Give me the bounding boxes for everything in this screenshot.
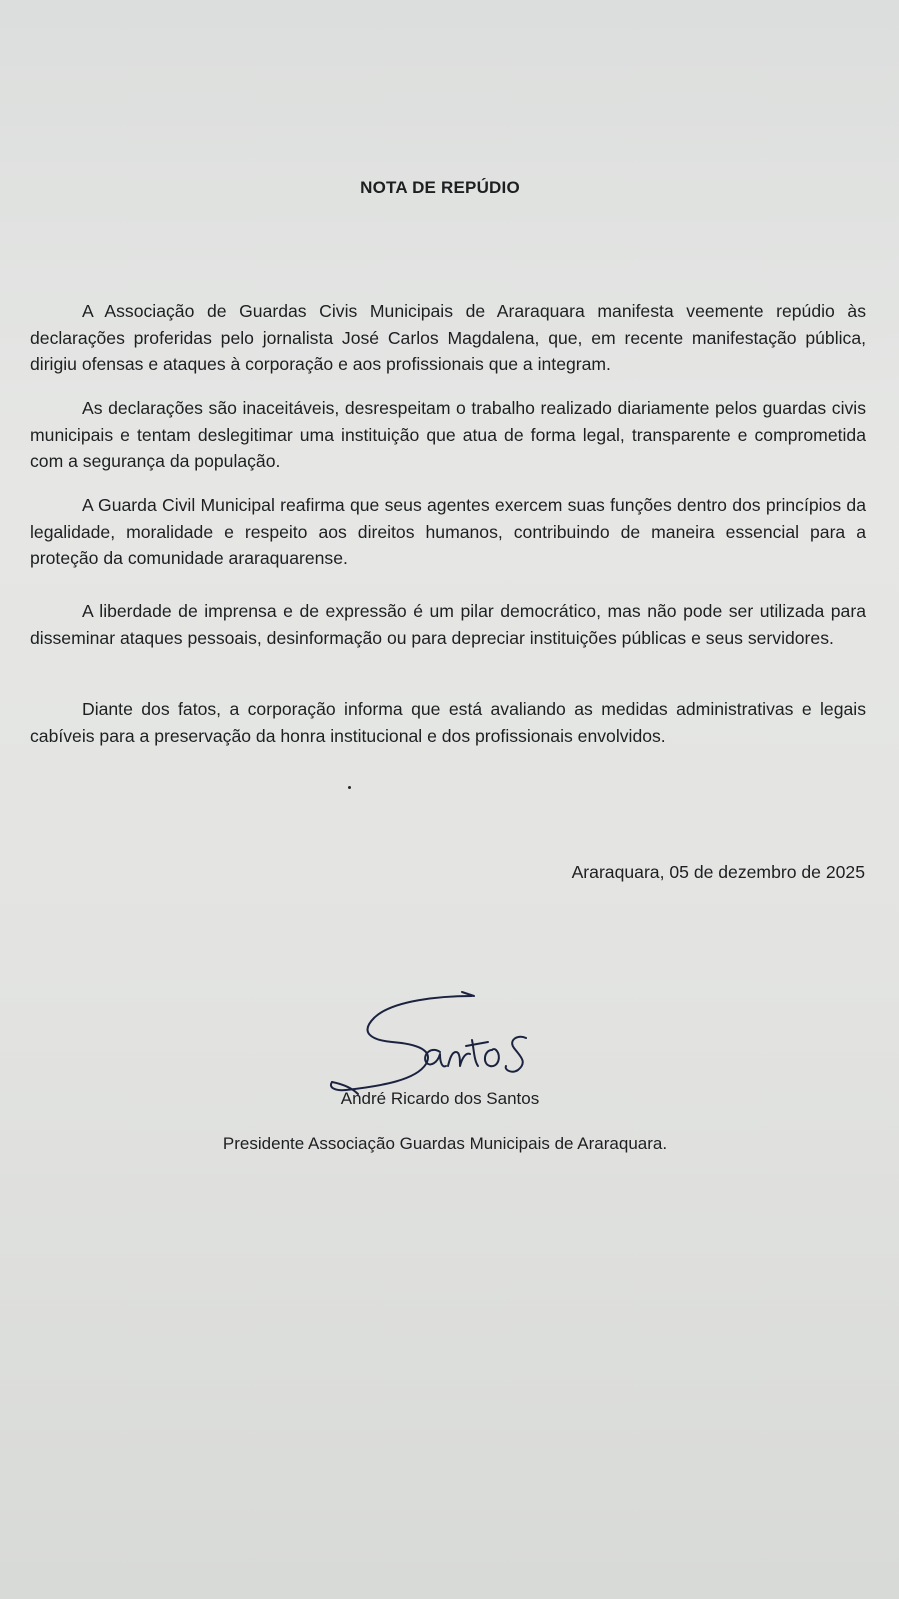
signature-stroke-n [448,1052,470,1066]
paragraph-4: A liberdade de imprensa e de expressão é um pilar democrático, mas não pode ser utilizada para disseminar ataques pessoais, desinformação ou para depreciar instituições públicas e seus servidores. [30,601,866,648]
signature-stroke-o [485,1049,499,1066]
date-line: Araraquara, 05 de dezembro de 2025 [571,862,865,882]
paragraph-2: As declarações são inaceitáveis, desrespeitam o trabalho realizado diariamente pelos guardas civis municipais e tentam deslegitimar uma instituição que atua de forma legal, transparente e comprometida com a segurança da população. [30,398,866,471]
document-title: NOTA DE REPÚDIO [360,178,520,197]
paragraph-3: A Guarda Civil Municipal reafirma que seus agentes exercem suas funções dentro dos princípios da legalidade, moralidade e respeito aos direitos humanos, contribuindo de maneira essencial para a proteção da comunidade araraquarense. [30,495,866,568]
signature-stroke-s [506,1037,526,1072]
signature-stroke-top [331,996,472,1090]
ink-dot [348,786,351,789]
signer-name: André Ricardo dos Santos [340,1089,540,1108]
paragraph-5: Diante dos fatos, a corporação informa que está avaliando as medidas administrativas e legais cabíveis para a preservação da honra institucional e dos profissionais envolvidos. [30,699,866,746]
paragraph-1: A Associação de Guardas Civis Municipais de Araraquara manifesta veemente repúdio às declarações proferidas pelo jornalista José Carlos Magdalena, que, em recente manifestação pública, dirigiu ofensas e ataques à corporação e aos profissionais que a integram. [30,301,866,374]
signer-role: Presidente Associação Guardas Municipais de Araraquara. [222,1134,668,1153]
